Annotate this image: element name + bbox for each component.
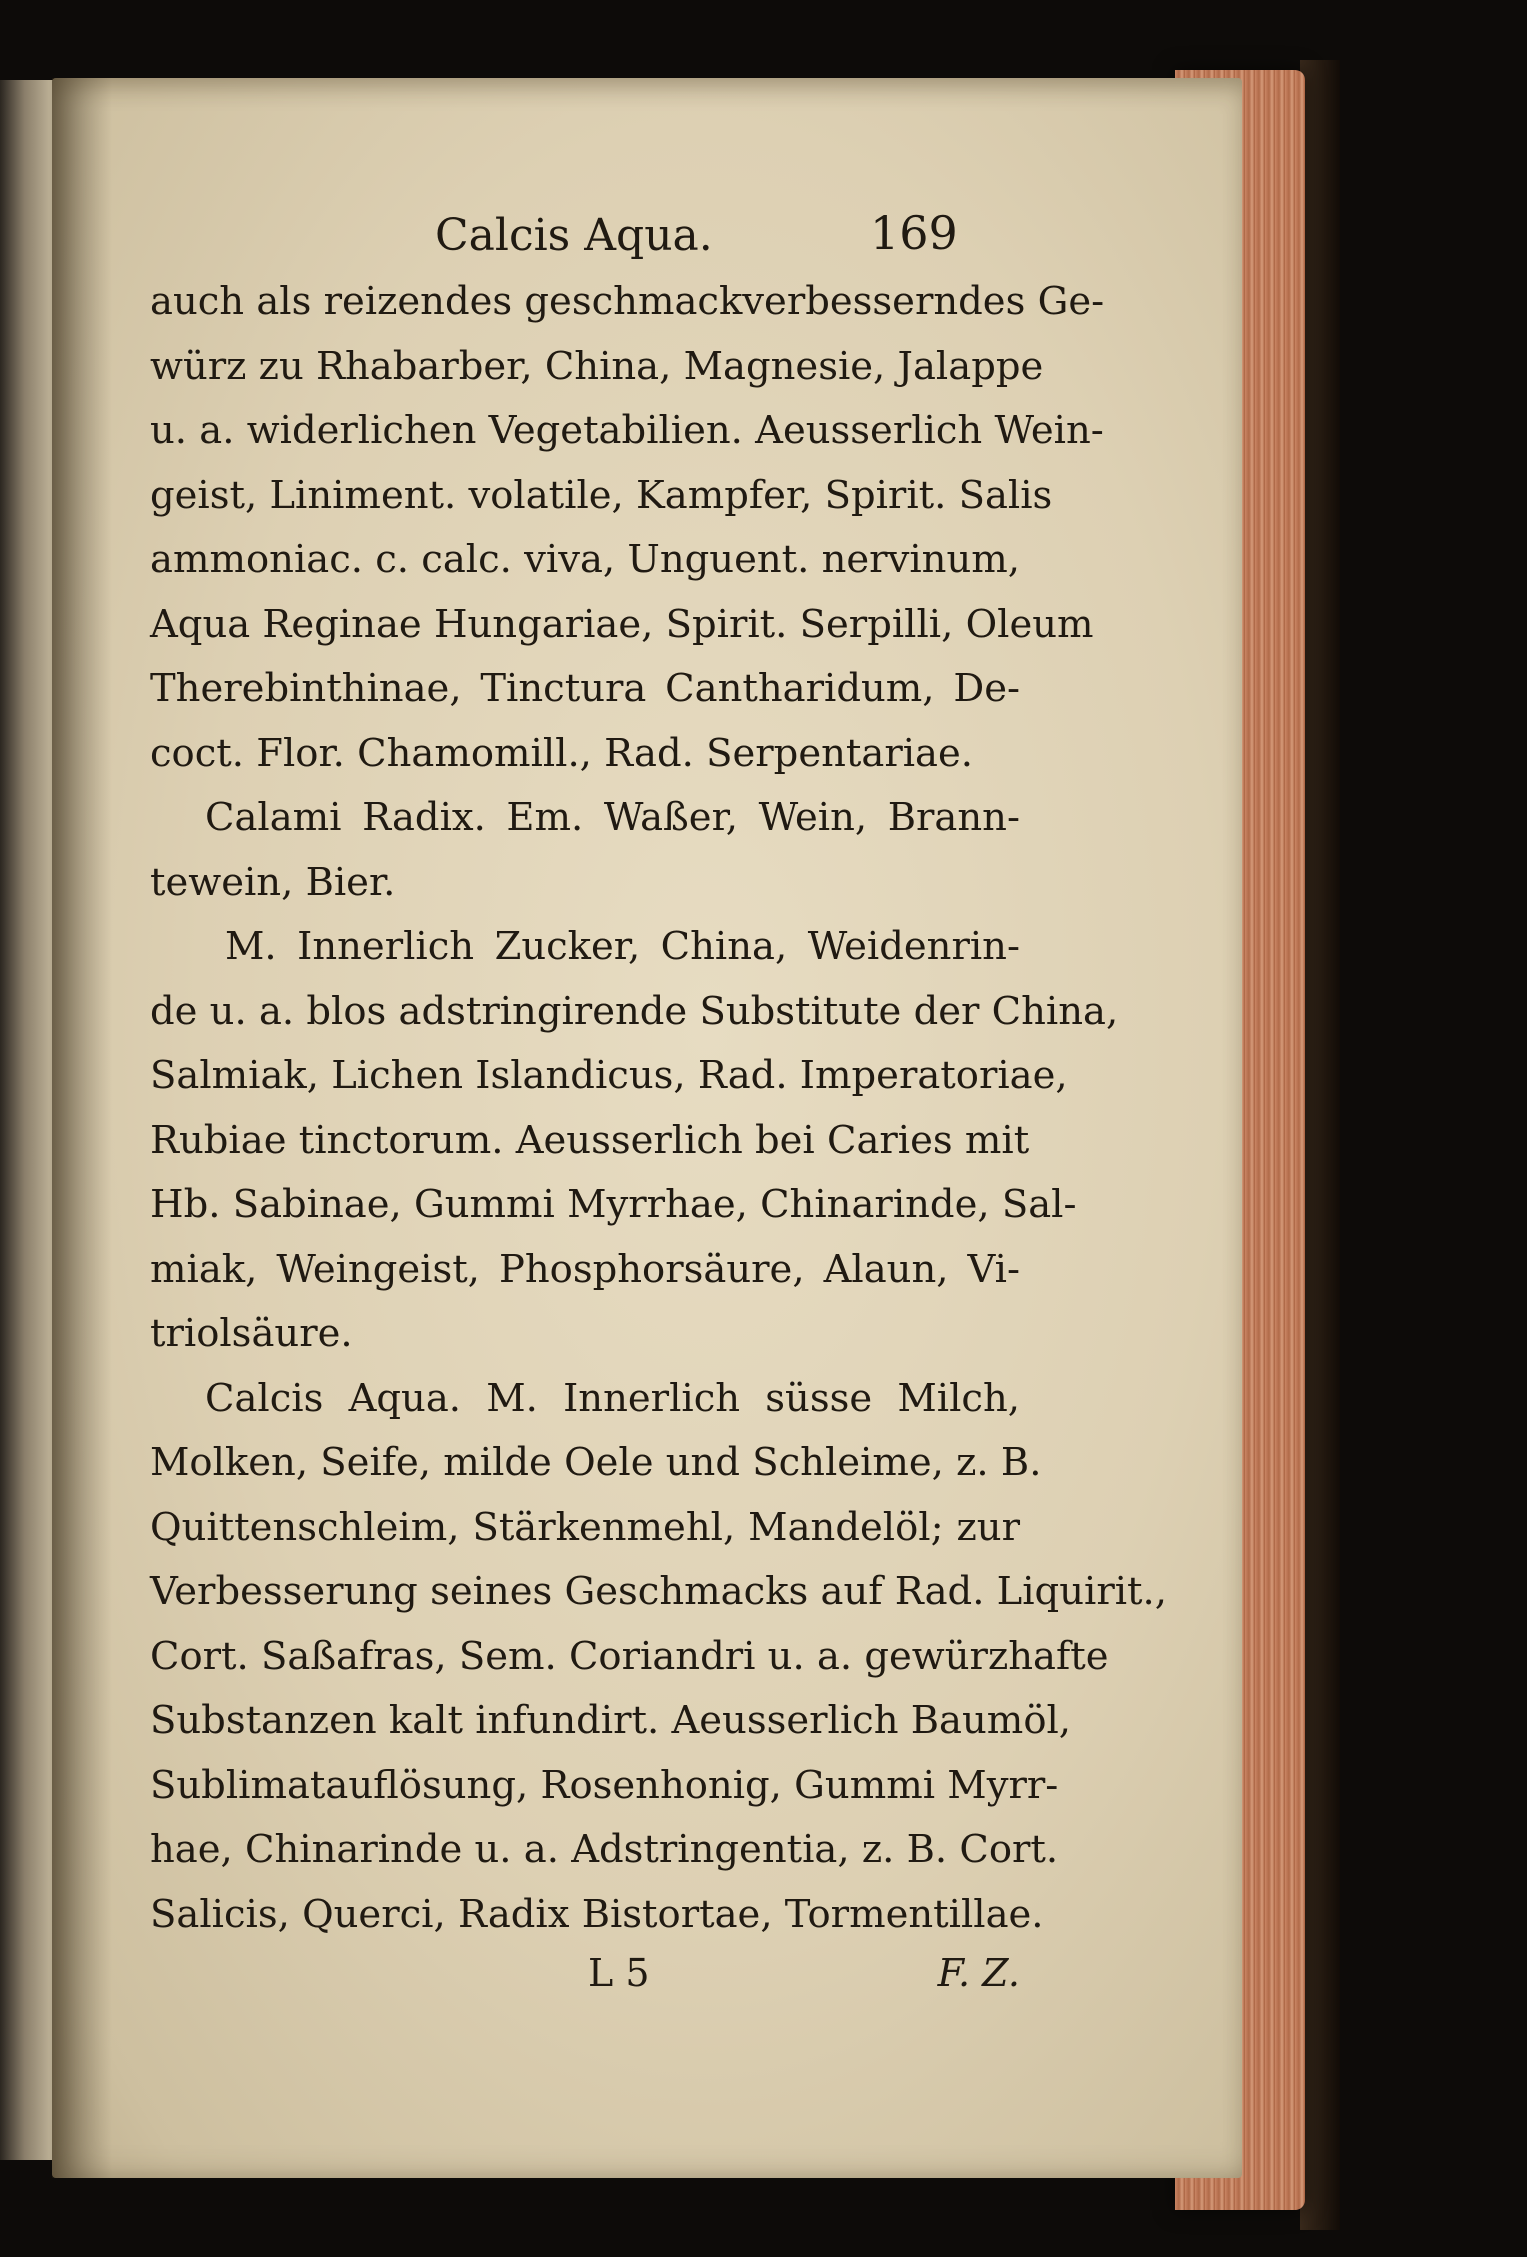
body-line: Sublimatauflösung, Rosenhonig, Gummi Myrr- (150, 1762, 1059, 1808)
body-line: de u. a. blos adstringirende Substitute der China, (150, 988, 1119, 1034)
book-cover-edge (1300, 60, 1340, 2230)
body-line: Verbesserung seines Geschmacks auf Rad. Liquirit., (150, 1569, 1167, 1614)
body-line: Molken, Seife, milde Oele und Schleime, z. B. (150, 1440, 1042, 1485)
body-line: Therebinthinae, Tinctura Cantharidum, De- (150, 666, 1020, 711)
body-line: tewein, Bier. (150, 859, 396, 905)
page-number: 169 (870, 206, 958, 260)
text-block (150, 200, 1167, 2017)
body-line: Calcis Aqua. M. Innerlich süsse Milch, (205, 1375, 1020, 1421)
body-line: Calami Radix. Em. Waßer, Wein, Brann- (205, 795, 1020, 840)
body-line: Aqua Reginae Hungariae, Spirit. Serpilli, Oleum (150, 601, 1094, 647)
body-line: hae, Chinarinde u. a. Adstringentia, z. B. Cort. (150, 1827, 1059, 1872)
body-line: u. a. widerlichen Vegetabilien. Aeusserlich Wein- (150, 408, 1104, 453)
gutter-shadow (52, 78, 112, 2178)
page-footer (150, 1947, 1020, 2017)
body-line: würz zu Rhabarber, China, Magnesie, Jalappe (150, 343, 1044, 389)
running-head: Calcis Aqua. (435, 210, 713, 261)
body-line: miak, Weingeist, Phosphorsäure, Alaun, Vi- (150, 1246, 1020, 1292)
body-line: Quittenschleim, Stärkenmehl, Mandelöl; zur (150, 1504, 1020, 1550)
signature-mark: L 5 (588, 1951, 650, 1995)
body-line: Salicis, Querci, Radix Bistortae, Tormentillae. (150, 1891, 1044, 1937)
body-line: M. Innerlich Zucker, China, Weidenrin- (225, 924, 1020, 969)
body-line: auch als reizendes geschmackverbesserndes Ge- (150, 279, 1105, 324)
body-line: triolsäure. (150, 1311, 353, 1356)
body-line: Hb. Sabinae, Gummi Myrrhae, Chinarinde, Sal- (150, 1182, 1077, 1227)
page-header (150, 200, 1020, 270)
body-line: Rubiae tinctorum. Aeusserlich bei Caries mit (150, 1117, 1030, 1163)
body-line: Salmiak, Lichen Islandicus, Rad. Imperatoriae, (150, 1053, 1068, 1098)
body-line: coct. Flor. Chamomill., Rad. Serpentariae. (150, 730, 974, 776)
body-line: Substanzen kalt infundirt. Aeusserlich Baumöl, (150, 1698, 1072, 1743)
catchword: F. Z. (937, 1951, 1020, 1995)
body-line: ammoniac. c. calc. viva, Unguent. nervinum, (150, 537, 1020, 582)
body-line: geist, Liniment. volatile, Kampfer, Spirit. Salis (150, 472, 1053, 518)
body-line: Cort. Saßafras, Sem. Coriandri u. a. gewürzhafte (150, 1633, 1109, 1679)
